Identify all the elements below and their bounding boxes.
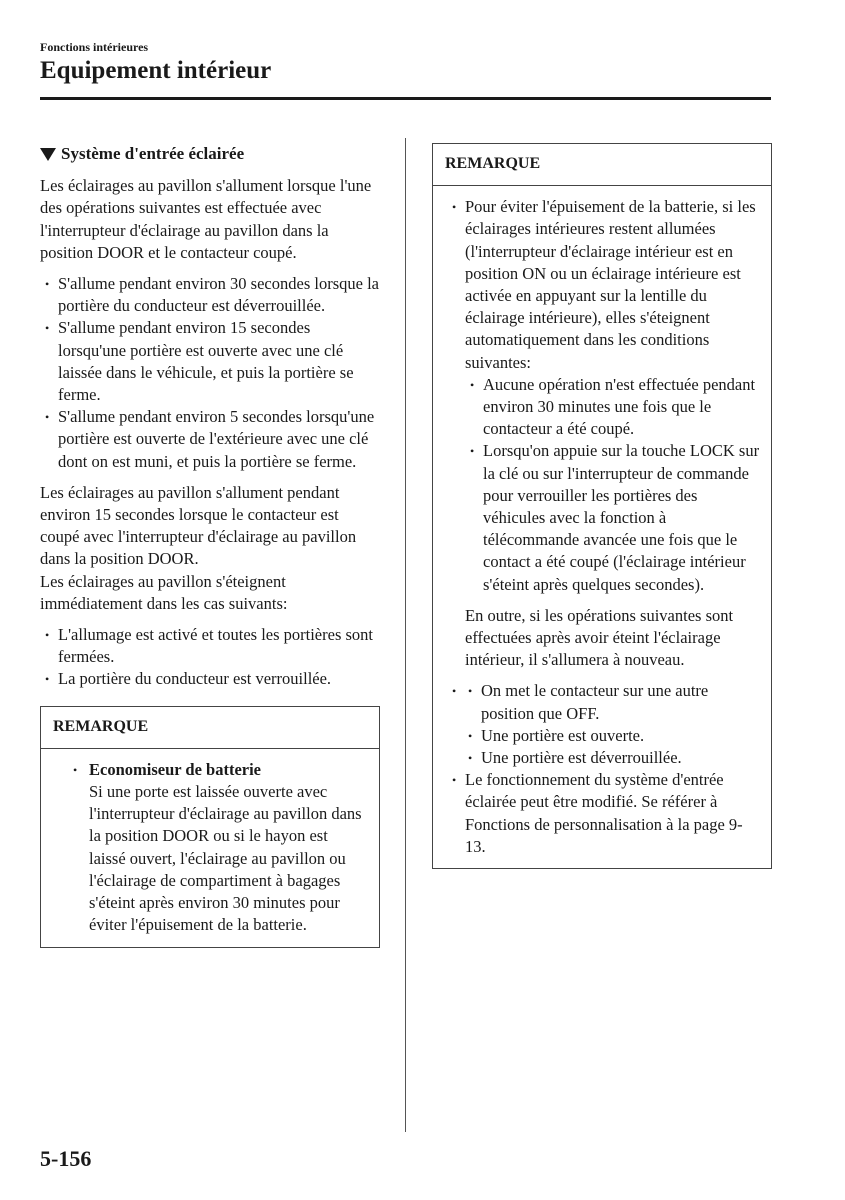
right-column — [432, 143, 772, 869]
subheading-text: Système d'entrée éclairée — [61, 144, 245, 163]
note-body — [433, 186, 771, 868]
bullet-list — [40, 624, 380, 691]
bullet-list — [447, 680, 761, 858]
subheading — [40, 143, 380, 165]
paragraph: Les éclairages au pavillon s'éteignent immédiatement dans les cas suivants: — [40, 571, 288, 613]
title-rule — [40, 97, 771, 100]
list-item: • La portière du conducteur est verrouillée. — [40, 668, 380, 690]
list-item: • Une portière est ouverte. — [463, 725, 761, 747]
list-item: • L'allumage est activé et toutes les portières sont fermées. — [40, 624, 380, 668]
note-item-title: • Economiseur de batterie — [89, 759, 262, 779]
bullet-list — [447, 196, 761, 596]
list-item: • S'allume pendant environ 15 secondes lorsqu'une portière est ouverte avec une clé laissée dans le véhicule, et puis la portière se ferme. — [40, 317, 380, 406]
list-item — [55, 759, 365, 937]
note-item-text: • Pour éviter l'épuisement de la batterie, si les éclairages intérieures restent allumées (l'interrupteur d'éclairage intérieur est en position ON ou un éclairage intérieure est activée en appuyant sur la lentille du éclairage intérieure), elles s'éteignent automatiquement dans les conditions suivantes: — [465, 197, 756, 372]
triangle-down-icon — [40, 148, 56, 161]
list-item — [447, 680, 761, 769]
note-item-text: Si une porte est laissée ouverte avec l'interrupteur d'éclairage au pavillon dans la position DOOR ou si le hayon est laissé ouvert, l'éclairage au pavillon ou l'éclairage de compartiment à bagages s'éteint après environ 30 minutes pour éviter l'épuisement de la batterie. — [89, 782, 362, 935]
list-item: • • On met le contacteur sur une autre position que OFF. — [463, 680, 761, 724]
note-box — [40, 706, 380, 948]
nested-bullet-list — [463, 680, 761, 769]
list-item: • Le fonctionnement du système d'entrée éclairée peut être modifié. Se référer à Fonctions de personnalisation à la page 9-13. — [447, 769, 761, 858]
paragraph: En outre, si les opérations suivantes sont effectuées après avoir éteint l'éclairage intérieur, il s'allumera à nouveau. — [465, 605, 734, 670]
list-item — [447, 196, 761, 596]
list-item: • Une portière est déverrouillée. — [463, 747, 761, 769]
note-heading: REMARQUE — [433, 144, 771, 186]
bullet-list — [40, 273, 380, 473]
list-item: • Lorsqu'on appuie sur la touche LOCK sur la clé ou sur l'interrupteur de commande pour verrouiller les portières des véhicules avec la fonction à télécommande avancée une fois que le contact a été coupé (l'éclairage intérieur s'éteint après quelques secondes). — [465, 440, 761, 595]
nested-bullet-list — [465, 374, 761, 596]
left-column — [40, 143, 380, 948]
bullet-list — [55, 759, 365, 937]
note-heading: REMARQUE — [41, 707, 379, 749]
note-body — [41, 749, 379, 947]
page-number: 5-156 — [40, 1146, 92, 1171]
section-label: Fonctions intérieures — [40, 40, 149, 54]
paragraph: Les éclairages au pavillon s'allument pendant environ 15 secondes lorsque le contacteur est coupé avec l'interrupteur d'éclairage au pavillon dans la position DOOR. — [40, 482, 357, 569]
page-title: Equipement intérieur — [40, 57, 272, 84]
note-box — [432, 143, 772, 869]
column-divider — [405, 138, 406, 1132]
intro-paragraph: Les éclairages au pavillon s'allument lorsque l'une des opérations suivantes est effectuée avec l'interrupteur d'éclairage au pavillon dans la position DOOR et le contacteur coupé. — [40, 176, 372, 262]
list-item: • S'allume pendant environ 30 secondes lorsque la portière du conducteur est déverrouillée. — [40, 273, 380, 317]
list-item: • S'allume pendant environ 5 secondes lorsqu'une portière est ouverte de l'extérieure avec une clé dont on est muni, et puis la portière se ferme. — [40, 406, 380, 473]
list-item: • Aucune opération n'est effectuée pendant environ 30 minutes une fois que le contacteur a été coupé. — [465, 374, 761, 441]
